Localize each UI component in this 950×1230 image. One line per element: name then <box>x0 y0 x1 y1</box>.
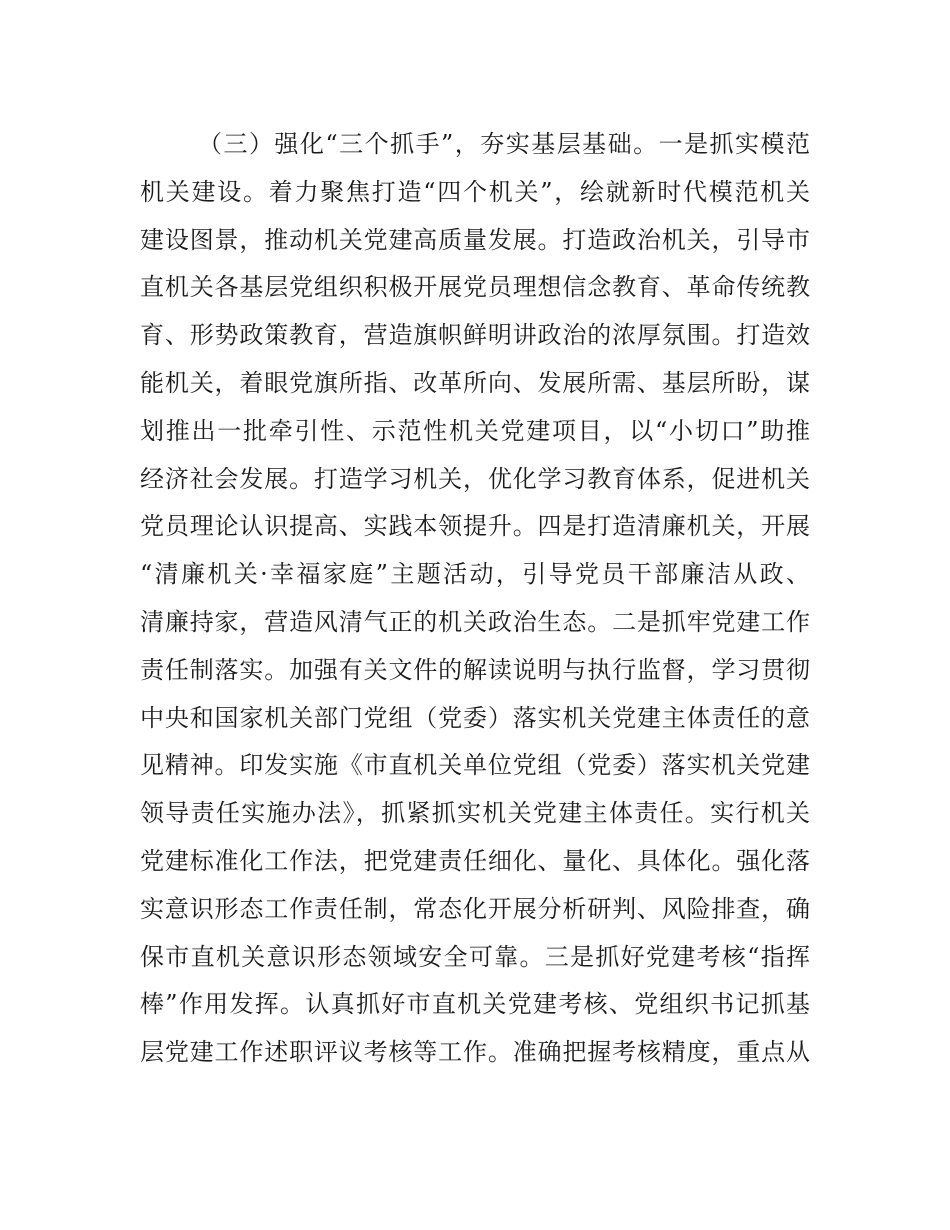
paragraph-line: 能机关，着眼党旗所指、改革所向、发展所需、基层所盼，谋 <box>140 368 810 397</box>
document-body <box>140 121 810 1077</box>
paragraph-line: “清廉机关·幸福家庭”主题活动，引导党员干部廉洁从政、 <box>140 560 810 589</box>
paragraph-line: 棒”作用发挥。认真抓好市直机关党建考核、党组织书记抓基 <box>140 990 810 1019</box>
paragraph-line: 建设图景，推动机关党建高质量发展。打造政治机关，引导市 <box>140 225 810 254</box>
paragraph-line: 见精神。印发实施《市直机关单位党组（党委）落实机关党建 <box>140 751 810 780</box>
paragraph-line: 育、形势政策教育，营造旗帜鲜明讲政治的浓厚氛围。打造效 <box>140 321 810 350</box>
paragraph-line: 划推出一批牵引性、示范性机关党建项目，以“小切口”助推 <box>140 416 810 445</box>
paragraph-line: （三）强化“三个抓手”，夯实基层基础。一是抓实模范 <box>198 130 810 158</box>
paragraph-line: 中央和国家机关部门党组（党委）落实机关党建主体责任的意 <box>140 703 810 732</box>
paragraph-line: 直机关各基层党组织积极开展党员理想信念教育、革命传统教 <box>140 273 810 302</box>
paragraph-line: 清廉持家，营造风清气正的机关政治生态。二是抓牢党建工作 <box>140 607 810 636</box>
paragraph-line: 党员理论认识提高、实践本领提升。四是打造清廉机关，开展 <box>140 512 810 541</box>
paragraph-line: 党建标准化工作法，把党建责任细化、量化、具体化。强化落 <box>140 846 810 875</box>
paragraph-line: 层党建工作述职评议考核等工作。准确把握考核精度，重点从 <box>140 1038 810 1067</box>
paragraph-line: 经济社会发展。打造学习机关，优化学习教育体系，促进机关 <box>140 464 810 493</box>
paragraph-line: 机关建设。着力聚焦打造“四个机关”，绘就新时代模范机关 <box>140 177 810 206</box>
paragraph-line: 保市直机关意识形态领域安全可靠。三是抓好党建考核“指挥 <box>140 942 810 971</box>
paragraph-line: 责任制落实。加强有关文件的解读说明与执行监督，学习贯彻 <box>140 655 810 684</box>
paragraph-line: 实意识形态工作责任制，常态化开展分析研判、风险排查，确 <box>140 894 810 923</box>
paragraph-line: 领导责任实施办法》，抓紧抓实机关党建主体责任。实行机关 <box>140 799 810 828</box>
